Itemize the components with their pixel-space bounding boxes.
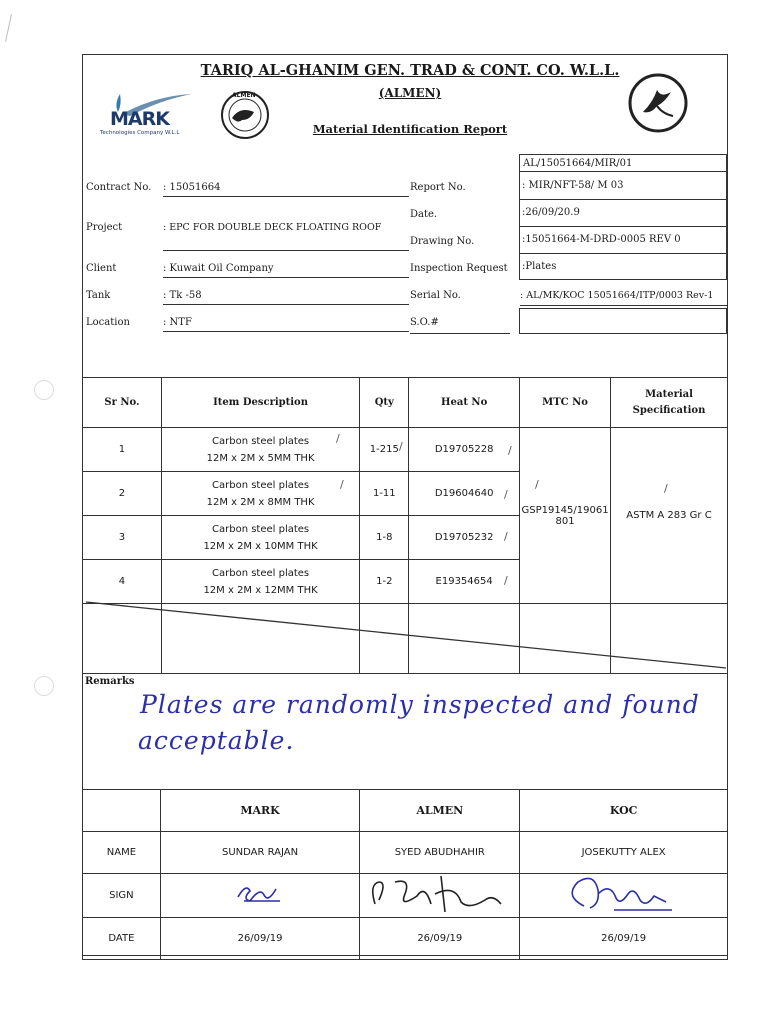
koc-emblem-icon: [627, 72, 689, 134]
row-sr-no: 2: [83, 472, 162, 516]
row-desc-line1: Carbon steel plates: [212, 567, 310, 579]
client-value: : Kuwait Oil Company: [163, 263, 409, 278]
header-sr-no: Sr No.: [83, 378, 162, 428]
signature-almen: [365, 874, 515, 914]
contract-no-value: : 15051664: [163, 182, 409, 197]
signature-mark: [220, 877, 300, 911]
header-heat-no: Heat No: [409, 378, 520, 428]
row-sr-no: 3: [83, 516, 162, 560]
remarks-label: Remarks: [85, 676, 135, 687]
row-heat-no: E19354654: [409, 560, 520, 604]
tank-label: Tank: [86, 290, 111, 301]
location-value: : NTF: [163, 317, 409, 332]
table-row: [83, 428, 728, 472]
signoff-sign-row: [83, 874, 728, 918]
signoff-row-label-date: DATE: [83, 918, 161, 960]
so-underline: [410, 333, 510, 334]
signature-mark-cell: [160, 874, 360, 918]
signoff-header-row: [83, 790, 728, 832]
row-heat-no: D19604640: [409, 472, 520, 516]
signature-koc: [554, 874, 694, 914]
signature-koc-cell: [520, 874, 728, 918]
row-description: [161, 560, 360, 604]
signoff-date-almen: 26/09/19: [360, 918, 520, 960]
signoff-date-mark: 26/09/19: [160, 918, 360, 960]
check-mark-icon: /: [535, 478, 539, 491]
signoff-row-label-sign: SIGN: [83, 874, 161, 918]
header-item-description: Item Description: [161, 378, 360, 428]
report-no-value: : MIR/NFT-58/ M 03: [522, 180, 624, 191]
almen-seal-text: ALMEN: [232, 92, 256, 99]
signoff-name-mark: SUNDAR RAJAN: [160, 832, 360, 874]
row-desc-line1: Carbon steel plates: [212, 523, 310, 535]
row-desc-line1: Carbon steel plates: [212, 435, 310, 447]
inspection-request-value: :Plates: [522, 261, 557, 272]
row-qty: 1-11: [360, 472, 409, 516]
check-mark-icon: /: [504, 488, 508, 501]
row-qty: 1-2: [360, 560, 409, 604]
right-divider-1: [519, 199, 727, 200]
ref-number: AL/15051664/MIR/01: [523, 158, 633, 169]
serial-no-value: : AL/MK/KOC 15051664/ITP/0003 Rev-1: [520, 290, 727, 306]
material-spec-cell: ASTM A 283 Gr C: [611, 428, 728, 604]
signoff-row-label-name: NAME: [83, 832, 161, 874]
mtc-no-line1: GSP19145/19061: [521, 504, 609, 516]
company-abbr: (ALMEN): [378, 86, 442, 100]
header-mtc-no: MTC No: [520, 378, 611, 428]
signoff-col-mark: MARK: [160, 790, 360, 832]
contract-no-label: Contract No.: [86, 182, 152, 193]
check-mark-icon: /: [336, 432, 340, 445]
row-desc-line1: Carbon steel plates: [212, 479, 310, 491]
report-title: Material Identification Report: [312, 122, 508, 136]
signoff-col-almen: ALMEN: [360, 790, 520, 832]
mark-logo-text: MARK: [110, 108, 169, 130]
check-mark-icon: /: [504, 530, 508, 543]
row-desc-line2: 12M x 2M x 12MM THK: [203, 584, 318, 596]
report-no-label: Report No.: [410, 182, 466, 193]
signoff-corner-cell: [83, 790, 161, 832]
signoff-name-koc: JOSEKUTTY ALEX: [520, 832, 728, 874]
row-desc-line2: 12M x 2M x 8MM THK: [206, 496, 315, 508]
signoff-col-koc: KOC: [520, 790, 728, 832]
date-value: :26/09/20.9: [522, 207, 580, 218]
drawing-no-value: :15051664-M-DRD-0005 REV 0: [522, 234, 681, 245]
row-description: [161, 516, 360, 560]
check-mark-icon: /: [664, 482, 668, 495]
mark-logo: [100, 90, 210, 140]
project-label: Project: [86, 222, 123, 233]
row-sr-no: 4: [83, 560, 162, 604]
punch-hole-bottom: [34, 676, 54, 696]
header-material-spec: Material Specification: [611, 378, 728, 428]
row-description: [161, 428, 360, 472]
remarks-line1: Plates are randomly inspected and found: [140, 690, 700, 719]
signoff-table: [82, 789, 728, 960]
signoff-date-row: [83, 918, 728, 960]
project-underline: [163, 250, 409, 251]
header-qty: Qty: [360, 378, 409, 428]
signoff-name-almen: SYED ABUDHAHIR: [360, 832, 520, 874]
check-mark-icon: /: [504, 574, 508, 587]
location-label: Location: [86, 317, 130, 328]
row-qty: 1-215: [360, 428, 409, 472]
row-description: [161, 472, 360, 516]
client-label: Client: [86, 263, 117, 274]
row-heat-no: D19705232: [409, 516, 520, 560]
signoff-date-koc: 26/09/19: [520, 918, 728, 960]
scan-mark: [5, 14, 12, 42]
project-value: : EPC FOR DOUBLE DECK FLOATING ROOF: [163, 222, 382, 233]
punch-hole-top: [34, 380, 54, 400]
remarks-line2: acceptable.: [138, 726, 295, 755]
drawing-no-label: Drawing No.: [410, 236, 475, 247]
so-label: S.O.#: [410, 317, 439, 328]
right-divider-3: [519, 253, 727, 254]
row-desc-line2: 12M x 2M x 5MM THK: [206, 452, 315, 464]
check-mark-icon: /: [508, 444, 512, 457]
strike-through-line: [82, 600, 728, 670]
row-heat-no: D19705228: [409, 428, 520, 472]
mark-logo-tagline: Technologies Company W.L.L: [100, 130, 180, 136]
check-mark-icon: /: [340, 478, 344, 491]
tank-value: : Tk -58: [163, 290, 409, 305]
almen-seal: [220, 90, 270, 140]
serial-no-label: Serial No.: [410, 290, 461, 301]
date-label: Date.: [410, 209, 438, 220]
right-divider-2: [519, 226, 727, 227]
company-name: TARIQ AL-GHANIM GEN. TRAD & CONT. CO. W.L.L.: [200, 62, 620, 79]
items-table-header-row: [83, 378, 728, 428]
mtc-no-cell: [520, 428, 611, 604]
signoff-name-row: [83, 832, 728, 874]
so-value-box: [519, 308, 727, 334]
row-sr-no: 1: [83, 428, 162, 472]
row-qty: 1-8: [360, 516, 409, 560]
mtc-no-line2: 801: [555, 515, 575, 527]
inspection-request-label: Inspection Request: [410, 263, 508, 274]
check-mark-icon: /: [399, 440, 403, 453]
row-desc-line2: 12M x 2M x 10MM THK: [203, 540, 318, 552]
signature-almen-cell: [360, 874, 520, 918]
